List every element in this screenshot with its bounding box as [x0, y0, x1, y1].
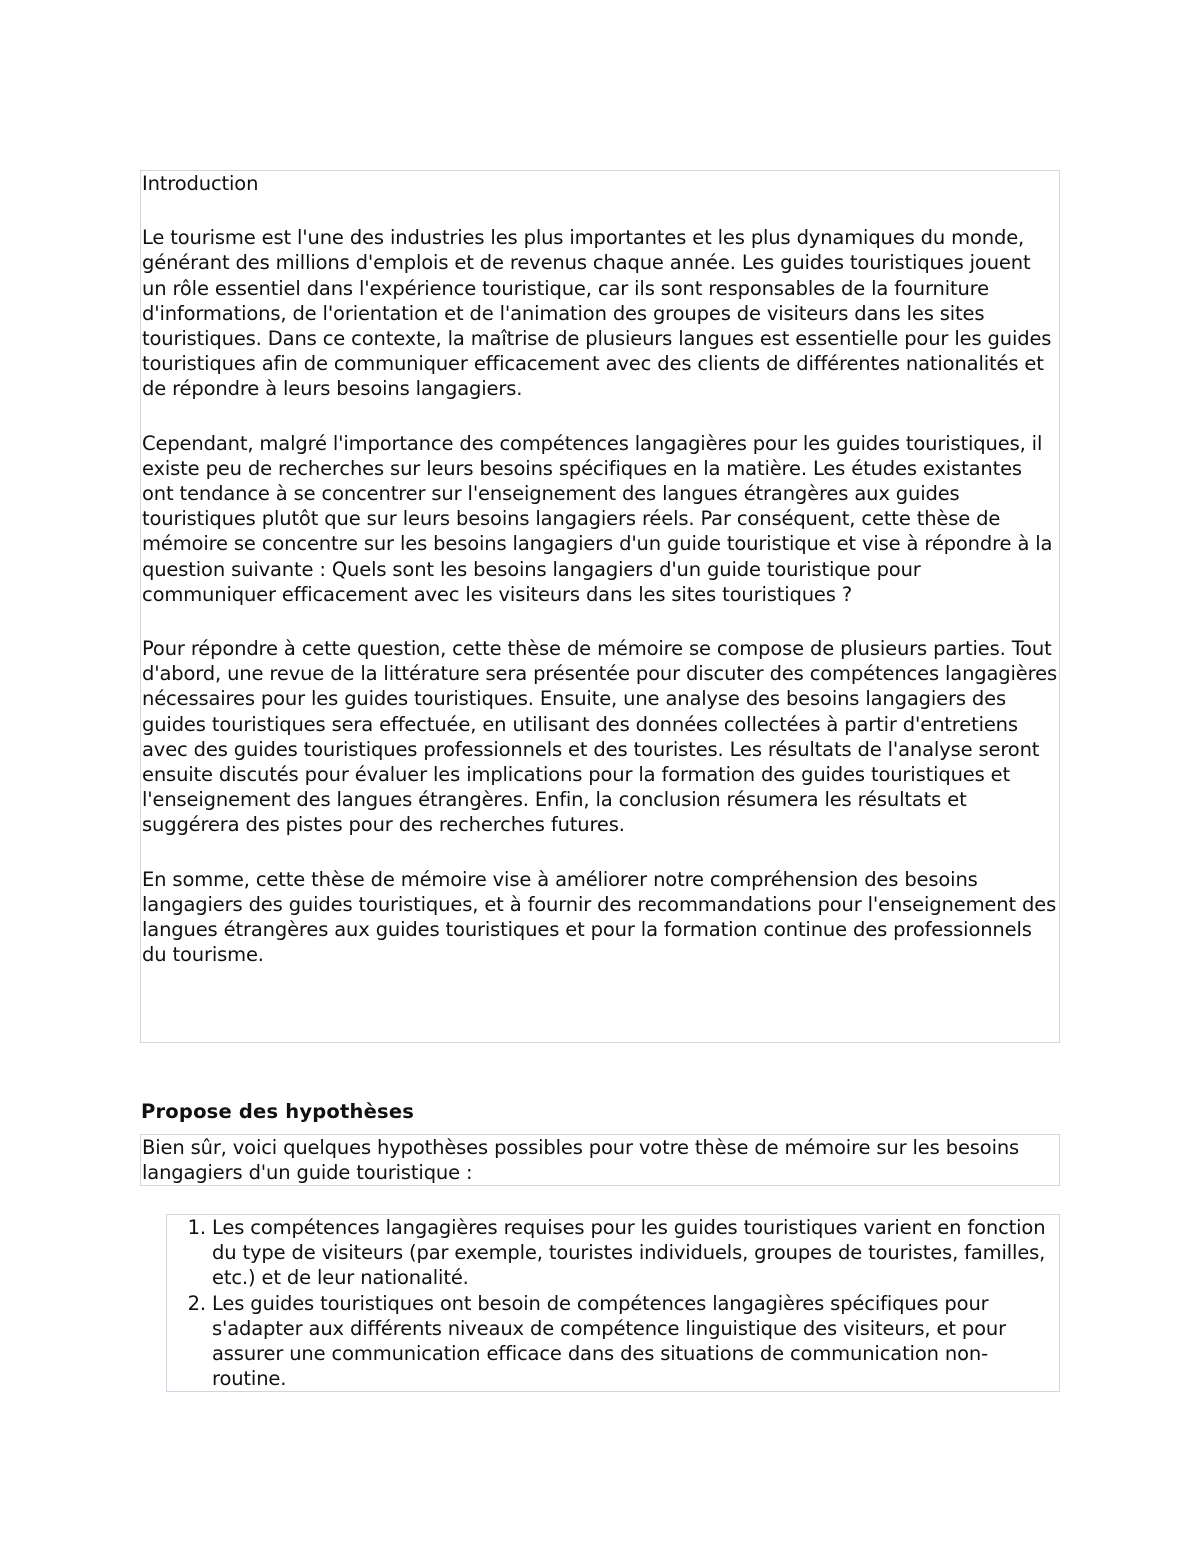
intro-paragraph-4: En somme, cette thèse de mémoire vise à améliorer notre compréhension des besoins langagiers des guides touristiques, et à fournir des recommandations pour l'enseignement des langues étrangères aux guides touristiques et pour la formation continue des professionnels du tourisme.	[142, 867, 1057, 967]
hypotheses-heading: Propose des hypothèses	[141, 1100, 415, 1123]
paragraph-gap	[142, 402, 1059, 431]
hypotheses-list-box	[166, 1214, 1060, 1392]
introduction-title: Introduction	[142, 172, 259, 195]
intro-paragraph-2: Cependant, malgré l'importance des compétences langagières pour les guides touristiques, il existe peu de recherches sur leurs besoins spécifiques en la matière. Les études existantes ont tendance à se concentrer sur l'enseignement des langues étrangères aux guides touristiques plutôt que sur leurs besoins langagiers réels. Par conséquent, cette thèse de mémoire se concentre sur les besoins langagiers d'un guide touristique et vise à répondre à la question suivante : Quels sont les besoins langagiers d'un guide touristique pour communiquer efficacement avec les visiteurs dans les sites touristiques ?	[142, 431, 1053, 606]
hypothesis-item-2: 2. Les guides touristiques ont besoin de compétences langagières spécifiques pour s'adapter aux différents niveaux de compétence linguistique des visiteurs, et pour assurer une communication efficace dans des situations de communication non-routine.	[212, 1291, 1059, 1392]
hypotheses-list	[167, 1215, 1059, 1391]
paragraph-gap	[142, 196, 1059, 225]
paragraph-gap	[142, 607, 1059, 636]
intro-paragraph-1: Le tourisme est l'une des industries les plus importantes et les plus dynamiques du monde, générant des millions d'emplois et de revenus chaque année. Les guides touristiques jouent un rôle essentiel dans l'expérience touristique, car ils sont responsables de la fourniture d'informations, de l'orientation et de l'animation des groupes de visiteurs dans les sites touristiques. Dans ce contexte, la maîtrise de plusieurs langues est essentielle pour les guides touristiques afin de communiquer efficacement avec des clients de différentes nationalités et de répondre à leurs besoins langagiers.	[142, 226, 1052, 401]
paragraph-gap	[142, 838, 1059, 867]
reply-intro-text: Bien sûr, voici quelques hypothèses possibles pour votre thèse de mémoire sur les besoins langagiers d'un guide touristique :	[142, 1136, 1020, 1185]
reply-intro-box	[140, 1134, 1060, 1186]
hypothesis-item-1: 1. Les compétences langagières requises pour les guides touristiques varient en fonction du type de visiteurs (par exemple, touristes individuels, groupes de touristes, familles, etc.) et de leur nationalité.	[212, 1215, 1059, 1291]
intro-paragraph-3: Pour répondre à cette question, cette thèse de mémoire se compose de plusieurs parties. Tout d'abord, une revue de la littérature sera présentée pour discuter des compétences langagières nécessaires pour les guides touristiques. Ensuite, une analyse des besoins langagiers des guides touristiques sera effectuée, en utilisant des données collectées à partir d'entretiens avec des guides touristiques professionnels et des touristes. Les résultats de l'analyse seront ensuite discutés pour évaluer les implications pour la formation des guides touristiques et l'enseignement des langues étrangères. Enfin, la conclusion résumera les résultats et suggérera des pistes pour des recherches futures.	[142, 637, 1057, 837]
introduction-box	[140, 170, 1060, 1043]
